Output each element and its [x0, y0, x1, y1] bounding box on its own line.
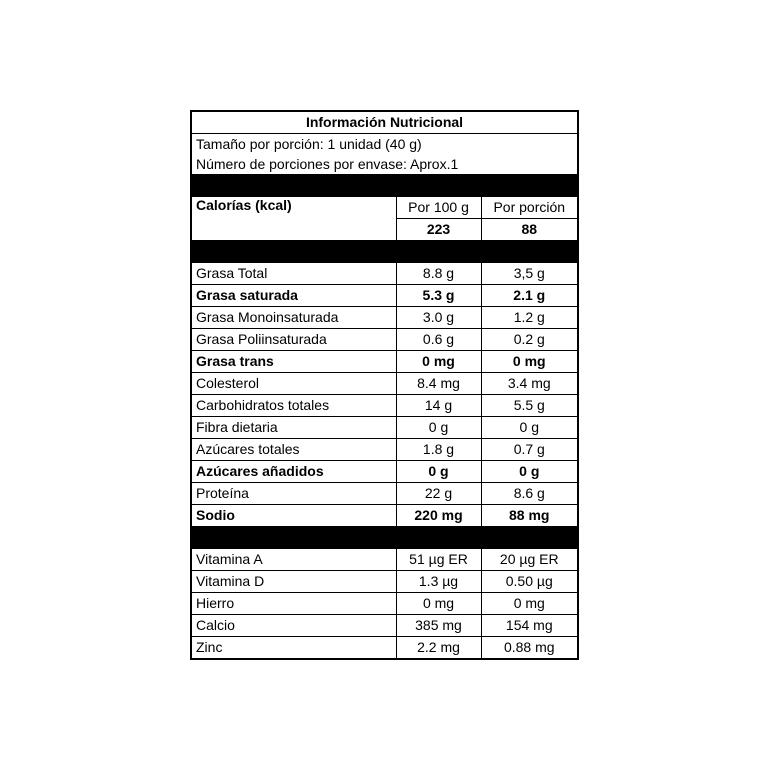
nutrient-value-portion: 0.88 mg [481, 637, 578, 660]
nutrient-value-portion: 0.2 g [481, 329, 578, 351]
divider-bar [191, 241, 578, 263]
nutrient-value-per100: 8.4 mg [396, 373, 481, 395]
table-row [191, 285, 578, 307]
nutrient-value-per100: 220 mg [396, 505, 481, 527]
table-title: Información Nutricional [191, 111, 578, 134]
nutrient-value-portion: 0 mg [481, 351, 578, 373]
title-row [191, 111, 578, 134]
table-row [191, 395, 578, 417]
nutrient-value-per100: 2.2 mg [396, 637, 481, 660]
nutrient-value-per100: 14 g [396, 395, 481, 417]
table-row [191, 351, 578, 373]
table-row [191, 307, 578, 329]
nutrient-label: Vitamina D [191, 571, 396, 593]
table-row [191, 329, 578, 351]
serving-info-cell [191, 134, 578, 175]
nutrient-value-per100: 1.8 g [396, 439, 481, 461]
header-section [191, 111, 578, 263]
nutrient-label: Grasa trans [191, 351, 396, 373]
nutrient-value-portion: 0 g [481, 461, 578, 483]
divider-bar [191, 175, 578, 197]
table-row [191, 439, 578, 461]
nutrient-value-per100: 0 g [396, 417, 481, 439]
nutrient-value-portion: 0.50 µg [481, 571, 578, 593]
nutrient-value-per100: 0.6 g [396, 329, 481, 351]
nutrient-value-portion: 0.7 g [481, 439, 578, 461]
column-header-portion: Por porción [481, 197, 578, 219]
table-row [191, 263, 578, 285]
divider-bar [191, 527, 578, 549]
nutrient-value-portion: 3,5 g [481, 263, 578, 285]
nutrient-label: Fibra dietaria [191, 417, 396, 439]
serving-size-text: Tamaño por porción: 1 unidad (40 g) [196, 136, 422, 152]
nutrient-value-per100: 3.0 g [396, 307, 481, 329]
table-row [191, 549, 578, 571]
nutrient-value-per100: 385 mg [396, 615, 481, 637]
nutrient-value-portion: 20 µg ER [481, 549, 578, 571]
nutrient-label: Azúcares totales [191, 439, 396, 461]
nutrient-value-per100: 0 mg [396, 351, 481, 373]
nutrient-value-portion: 2.1 g [481, 285, 578, 307]
nutrient-value-per100: 8.8 g [396, 263, 481, 285]
table-row [191, 483, 578, 505]
nutrient-value-portion: 0 mg [481, 593, 578, 615]
servings-per-container-text: Número de porciones por envase: Aprox.1 [196, 156, 459, 172]
nutrient-label: Proteína [191, 483, 396, 505]
nutrient-label: Sodio [191, 505, 396, 527]
nutrient-label: Grasa Monoinsaturada [191, 307, 396, 329]
nutrient-label: Vitamina A [191, 549, 396, 571]
nutrient-value-per100: 51 µg ER [396, 549, 481, 571]
calories-value-portion: 88 [481, 219, 578, 241]
calories-header-row [191, 197, 578, 219]
table-row [191, 461, 578, 483]
calories-value-per100: 223 [396, 219, 481, 241]
nutrient-value-portion: 154 mg [481, 615, 578, 637]
nutrient-label: Grasa Poliinsaturada [191, 329, 396, 351]
nutrient-label: Zinc [191, 637, 396, 660]
divider-bar-row [191, 241, 578, 263]
divider-bar-row [191, 527, 578, 549]
table-row [191, 373, 578, 395]
table-row [191, 417, 578, 439]
divider-section [191, 527, 578, 549]
table-row [191, 615, 578, 637]
column-header-per100: Por 100 g [396, 197, 481, 219]
nutrient-label: Calcio [191, 615, 396, 637]
table-row [191, 637, 578, 660]
table-row [191, 505, 578, 527]
nutrient-label: Carbohidratos totales [191, 395, 396, 417]
nutrient-value-portion: 88 mg [481, 505, 578, 527]
nutrient-value-per100: 5.3 g [396, 285, 481, 307]
nutrition-table [190, 110, 579, 660]
table-row [191, 593, 578, 615]
nutrient-value-portion: 3.4 mg [481, 373, 578, 395]
nutrient-value-portion: 1.2 g [481, 307, 578, 329]
nutrient-label: Hierro [191, 593, 396, 615]
nutrient-label: Colesterol [191, 373, 396, 395]
nutrient-value-per100: 22 g [396, 483, 481, 505]
nutrient-section [191, 263, 578, 527]
micronutrient-section [191, 549, 578, 660]
calories-label: Calorías (kcal) [191, 197, 396, 241]
nutrient-label: Grasa Total [191, 263, 396, 285]
nutrient-label: Azúcares añadidos [191, 461, 396, 483]
nutrient-value-per100: 0 g [396, 461, 481, 483]
nutrient-value-portion: 5.5 g [481, 395, 578, 417]
divider-bar-row [191, 175, 578, 197]
nutrient-value-portion: 8.6 g [481, 483, 578, 505]
serving-info-row [191, 134, 578, 175]
nutrient-value-per100: 0 mg [396, 593, 481, 615]
nutrient-value-portion: 0 g [481, 417, 578, 439]
table-row [191, 571, 578, 593]
nutrient-value-per100: 1.3 µg [396, 571, 481, 593]
nutrient-label: Grasa saturada [191, 285, 396, 307]
